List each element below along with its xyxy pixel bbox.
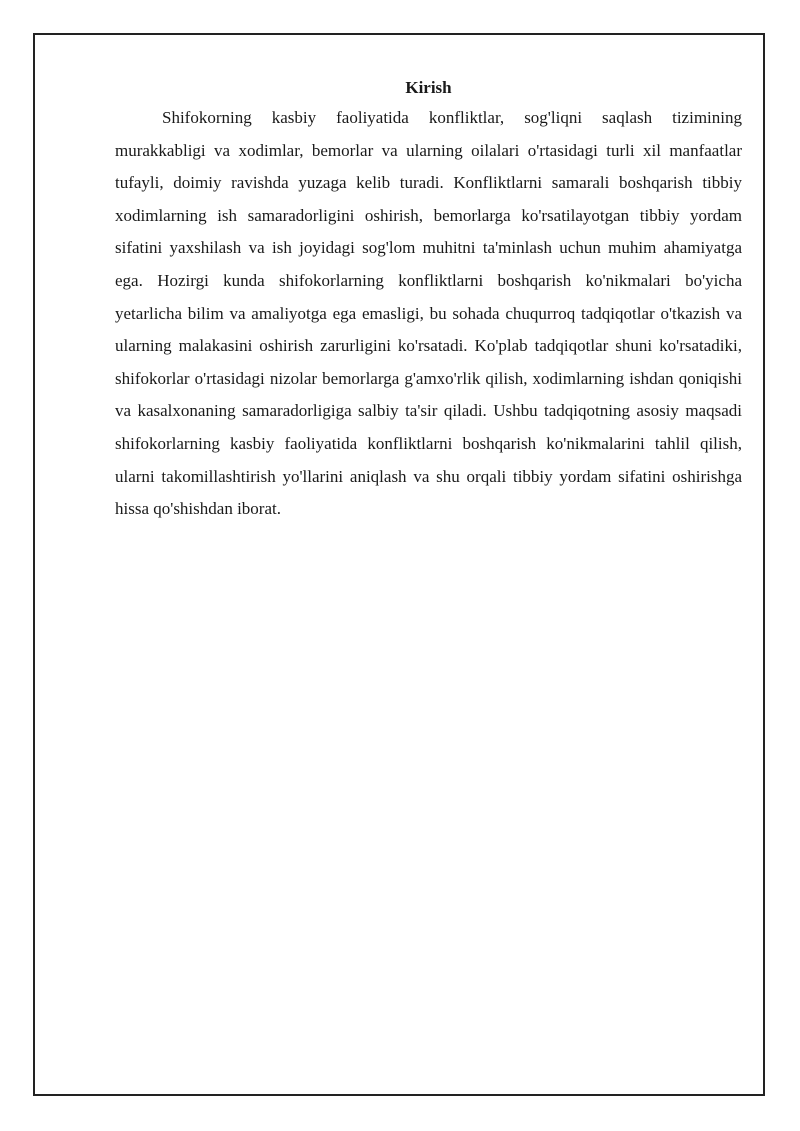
section-heading: Kirish (405, 78, 452, 97)
intro-paragraph: Shifokorning kasbiy faoliyatida konfliktlar, sog'liqni saqlash tizimining murakkabligi va xodimlar, bemorlar va ularning oilalari o'rtasidagi turli xil manfaatlar tufayli, doimiy ravishda yuzaga kelib turadi. Konfliktlarni samarali boshqarish tibbiy xodimlarning ish samaradorligini oshirish, bemorlarga ko'rsatilayotgan tibbiy yordam sifatini yaxshilash va ish joyidagi sog'lom muhitni ta'minlash uchun muhim ahamiyatga ega. Hozirgi kunda shifokorlarning konfliktlarni boshqarish ko'nikmalari bo'yicha yetarlicha bilim va amaliyotga ega emasligi, bu sohada chuqurroq tadqiqotlar o'tkazish va ularning malakasini oshirish zarurligini ko'rsatadi. Ko'plab tadqiqotlar shuni ko'rsatadiki, shifokorlar o'rtasidagi nizolar bemorlarga g'amxo'rlik qilish, xodimlarning ishdan qoniqishi va kasalxonaning samaradorligiga salbiy ta'sir qiladi. Ushbu tadqiqotning asosiy maqsadi shifokorlarning kasbiy faoliyatida konfliktlarni boshqarish ko'nikmalarini tahlil qilish, ularni takomillashtirish yo'llarini aniqlash va shu orqali tibbiy yordam sifatini oshirishga hissa qo'shishdan iborat. (115, 108, 742, 519)
document-body (115, 74, 742, 526)
